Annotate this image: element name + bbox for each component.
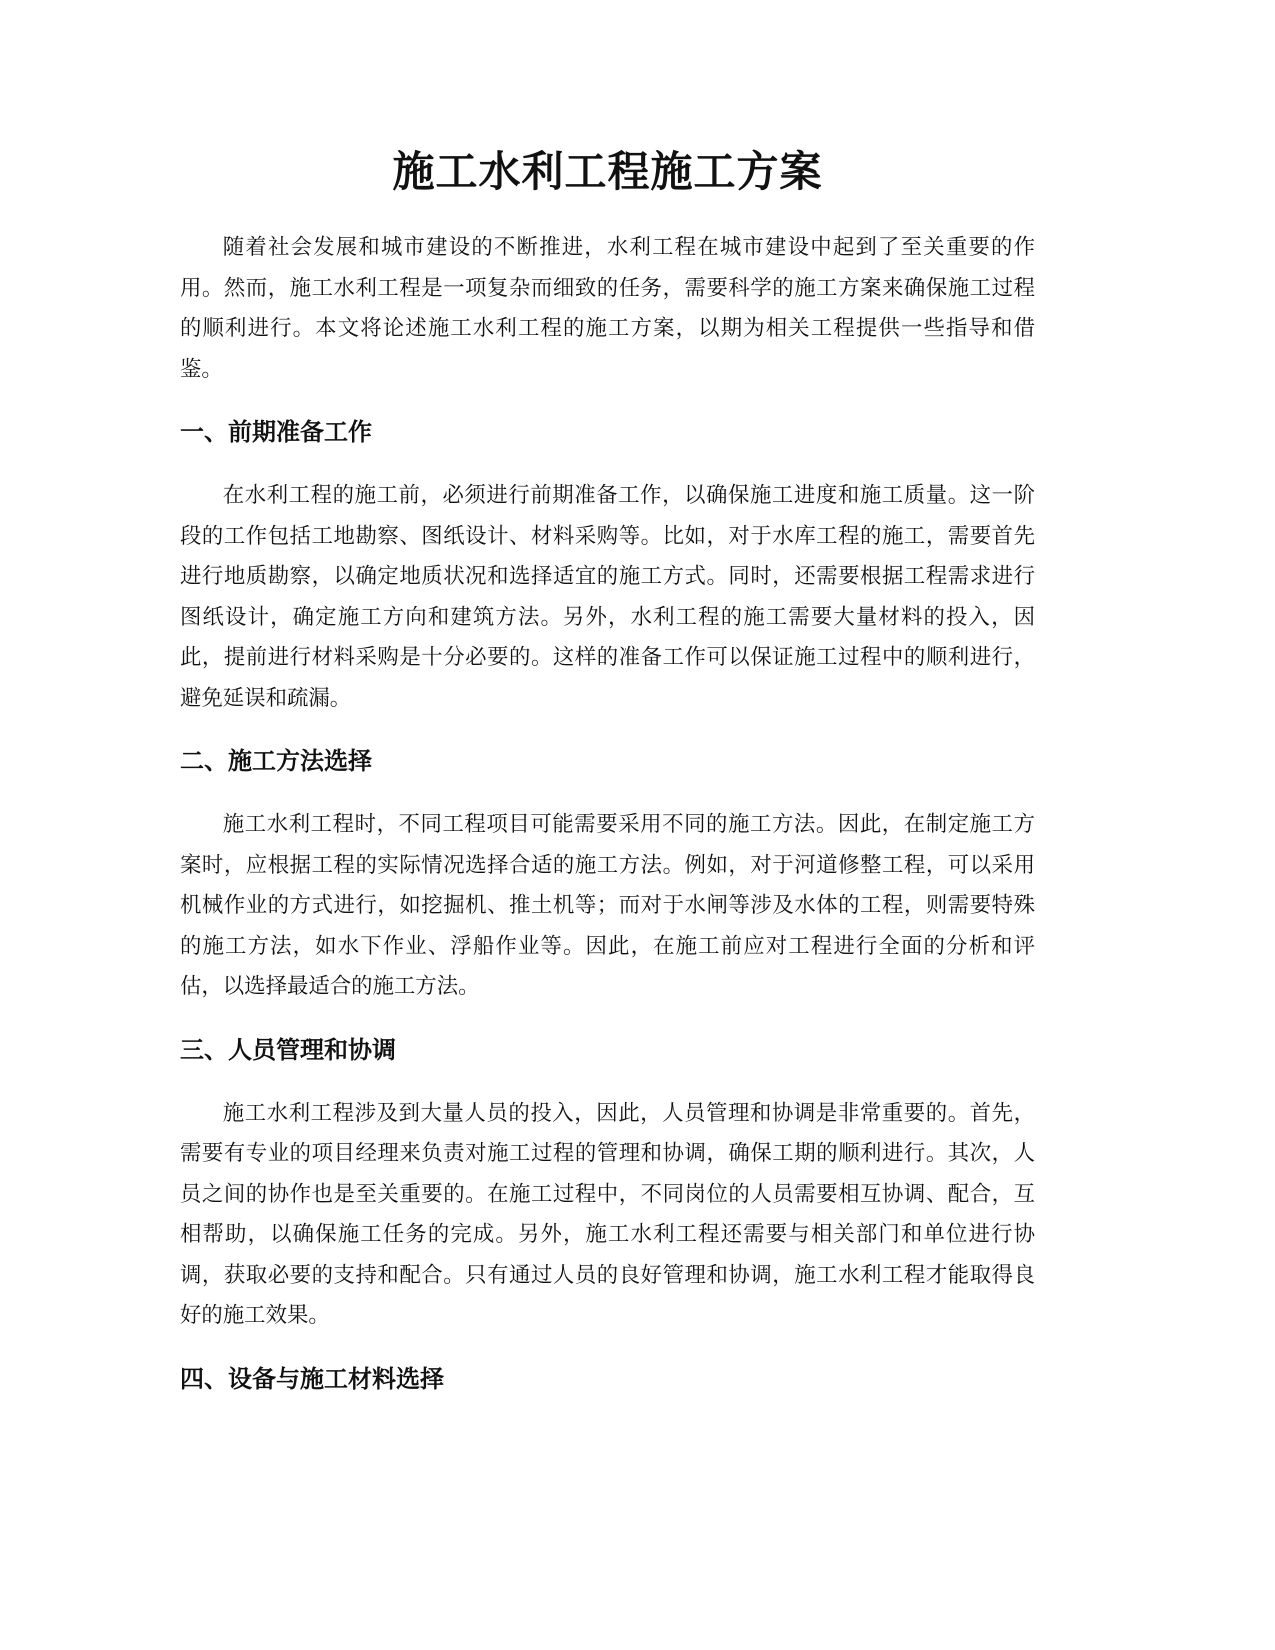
section-body-3: 施工水利工程涉及到大量人员的投入，因此，人员管理和协调是非常重要的。首先，需要有专业的项目经理来负责对施工过程的管理和协调，确保工期的顺利进行。其次，人员之间的协作也是至关重要的。在施工过程中，不同岗位的人员需要相互协调、配合，互相帮助，以确保施工任务的完成。另外，施工水利工程还需要与相关部门和单位进行协调，获取必要的支持和配合。只有通过人员的良好管理和协调，施工水利工程才能取得良好的施工效果。 xyxy=(180,1100,1035,1328)
section-heading-3: 三、人员管理和协调 xyxy=(180,1035,396,1064)
document-title: 施工水利工程施工方案 xyxy=(392,147,823,196)
section-heading-2: 二、施工方法选择 xyxy=(180,747,372,775)
section-heading-1: 一、前期准备工作 xyxy=(180,418,372,446)
document-page xyxy=(180,140,1035,1423)
section-body-2: 施工水利工程时，不同工程项目可能需要采用不同的施工方法。因此，在制定施工方案时，应根据工程的实际情况选择合适的施工方法。例如，对于河道修整工程，可以采用机械作业的方式进行，如挖掘机、推土机等；而对于水闸等涉及水体的工程，则需要特殊的施工方法，如水下作业、浮船作业等。因此，在施工前应对工程进行全面的分析和评估，以选择最适合的施工方法。 xyxy=(180,812,1035,999)
section-heading-4: 四、设备与施工材料选择 xyxy=(180,1364,444,1393)
section-body-1: 在水利工程的施工前，必须进行前期准备工作，以确保施工进度和施工质量。这一阶段的工作包括工地勘察、图纸设计、材料采购等。比如，对于水库工程的施工，需要首先进行地质勘察，以确定地质状况和选择适宜的施工方式。同时，还需要根据工程需求进行图纸设计，确定施工方向和建筑方法。另外，水利工程的施工需要大量材料的投入，因此，提前进行材料采购是十分必要的。这样的准备工作可以保证施工过程中的顺利进行，避免延误和疏漏。 xyxy=(180,483,1035,711)
intro-paragraph: 随着社会发展和城市建设的不断推进，水利工程在城市建设中起到了至关重要的作用。然而，施工水利工程是一项复杂而细致的任务，需要科学的施工方案来确保施工过程的顺利进行。本文将论述施工水利工程的施工方案，以期为相关工程提供一些指导和借鉴。 xyxy=(180,235,1035,382)
